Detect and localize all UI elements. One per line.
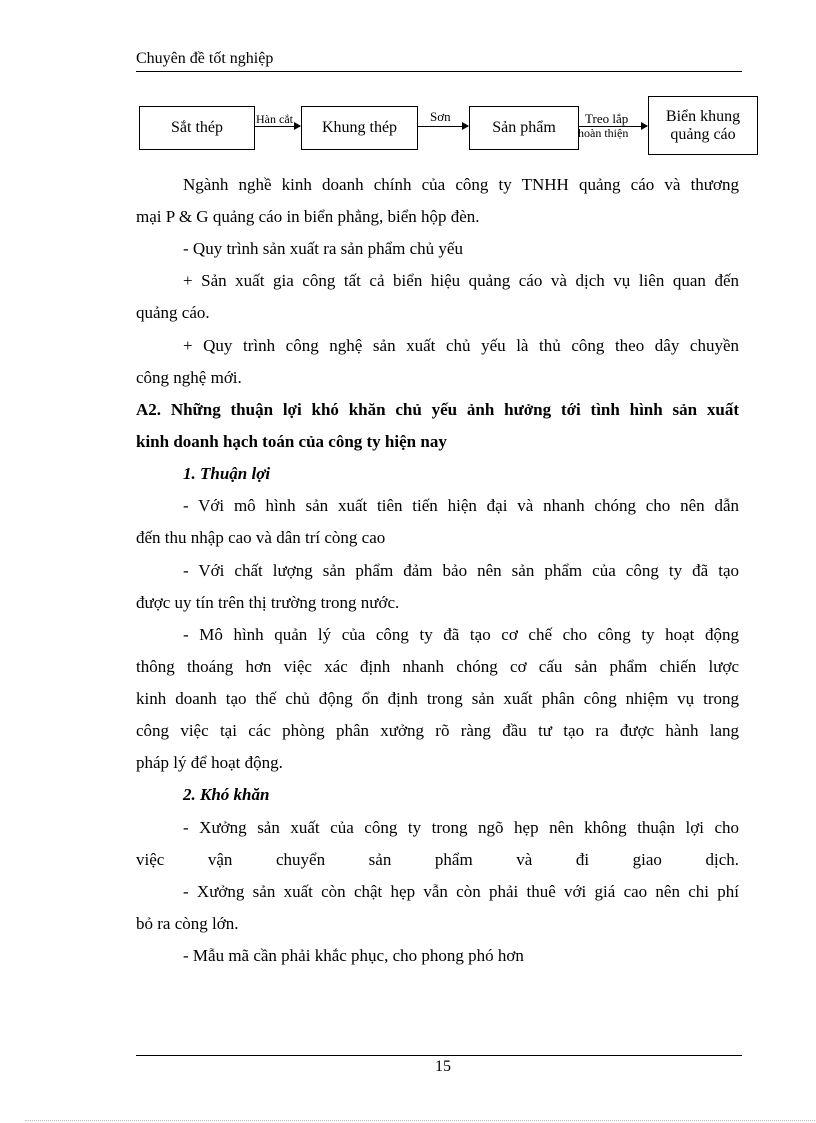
page-header-title: Chuyên đề tốt nghiệp	[136, 50, 274, 67]
box-label: Sản phẩm	[492, 119, 556, 136]
paragraph-line: được uy tín trên thị trường trong nước.	[136, 593, 400, 612]
paragraph-line: - Mẫu mã cần phải khắc phục, cho phong phó hơn	[183, 946, 524, 965]
arrow-label-han-cat: Hàn cắt	[256, 112, 293, 126]
paragraph-line: quảng cáo.	[136, 303, 210, 322]
box-bien-khung	[648, 96, 758, 155]
subheading-kho-khan: 2. Khó khăn	[183, 785, 270, 804]
page-edge-dots	[25, 1120, 815, 1121]
arrow-label-treo-lap: Treo lắp	[585, 111, 629, 126]
paragraph-line: - Mô hình quản lý của công ty đã tạo cơ chế cho công ty hoạt động	[183, 625, 739, 644]
arrow-1	[254, 126, 300, 127]
subheading-thuan-loi: 1. Thuận lợi	[183, 464, 271, 483]
paragraph-line: - Quy trình sản xuất ra sản phẩm chủ yếu	[183, 239, 463, 258]
box-label: Sắt thép	[171, 119, 223, 136]
box-sat-thep	[139, 106, 255, 150]
box-label	[666, 108, 740, 144]
paragraph-line: đến thu nhập cao và dân trí còng cao	[136, 528, 386, 547]
paragraph-line: công việc tại các phòng phân xưởng rõ ràng đầu tư tạo ra được hành lang	[136, 721, 739, 740]
arrow-label-hoan-thien: hoàn thiện	[578, 126, 629, 140]
box-label-line: Biển khung	[665, 107, 741, 125]
paragraph-line: mại P & G quảng cáo in biển phẳng, biển hộp đèn.	[136, 207, 480, 226]
paragraph-line: bỏ ra còng lớn.	[136, 914, 239, 933]
arrow-2	[417, 126, 468, 127]
paragraph-line: + Quy trình công nghệ sản xuất chủ yếu là thủ công theo dây chuyền	[183, 336, 739, 355]
arrow-label-son: Sơn	[430, 109, 451, 124]
box-khung-thep	[301, 106, 418, 150]
paragraph-line: thông thoáng hơn việc xác định nhanh chóng cơ cấu sản phẩm chiến lược	[136, 657, 739, 676]
section-heading: A2. Những thuận lợi khó khăn chủ yếu ảnh hưởng tới tình hình sản xuất	[136, 400, 739, 419]
paragraph-line: việc vận chuyển sản phẩm và đi giao dịch.	[136, 850, 739, 869]
paragraph-line: pháp lý để hoạt động.	[136, 753, 283, 772]
paragraph-line: - Với chất lượng sản phẩm đảm bảo nên sản phẩm của công ty đã tạo	[183, 561, 739, 580]
paragraph-line: + Sản xuất gia công tất cả biển hiệu quảng cáo và dịch vụ liên quan đến	[183, 271, 739, 290]
page-number: 15	[435, 1058, 451, 1075]
paragraph-line: công nghệ mới.	[136, 368, 242, 387]
section-heading: kinh doanh hạch toán của công ty hiện nay	[136, 432, 447, 451]
paragraph-line: - Xưởng sản xuất của công ty trong ngõ hẹp nên không thuận lợi cho	[183, 818, 739, 837]
paragraph-line: Ngành nghề kinh doanh chính của công ty TNHH quảng cáo và thương	[183, 175, 739, 194]
box-san-pham	[469, 106, 579, 150]
box-label: Khung thép	[321, 119, 398, 136]
paragraph-line: - Với mô hình sản xuất tiên tiến hiện đại và nhanh chóng cho nên dẫn	[183, 496, 739, 515]
footer-rule	[136, 1055, 742, 1056]
paragraph-line: - Xưởng sản xuất còn chật hẹp vẫn còn phải thuê với giá cao nên chi phí	[183, 882, 739, 901]
header-rule	[136, 71, 742, 72]
paragraph-line: kinh doanh tạo thế chủ động ổn định trong sản xuất phân công nhiệm vụ trong	[136, 689, 739, 708]
box-label-line: quảng cáo	[670, 125, 736, 143]
